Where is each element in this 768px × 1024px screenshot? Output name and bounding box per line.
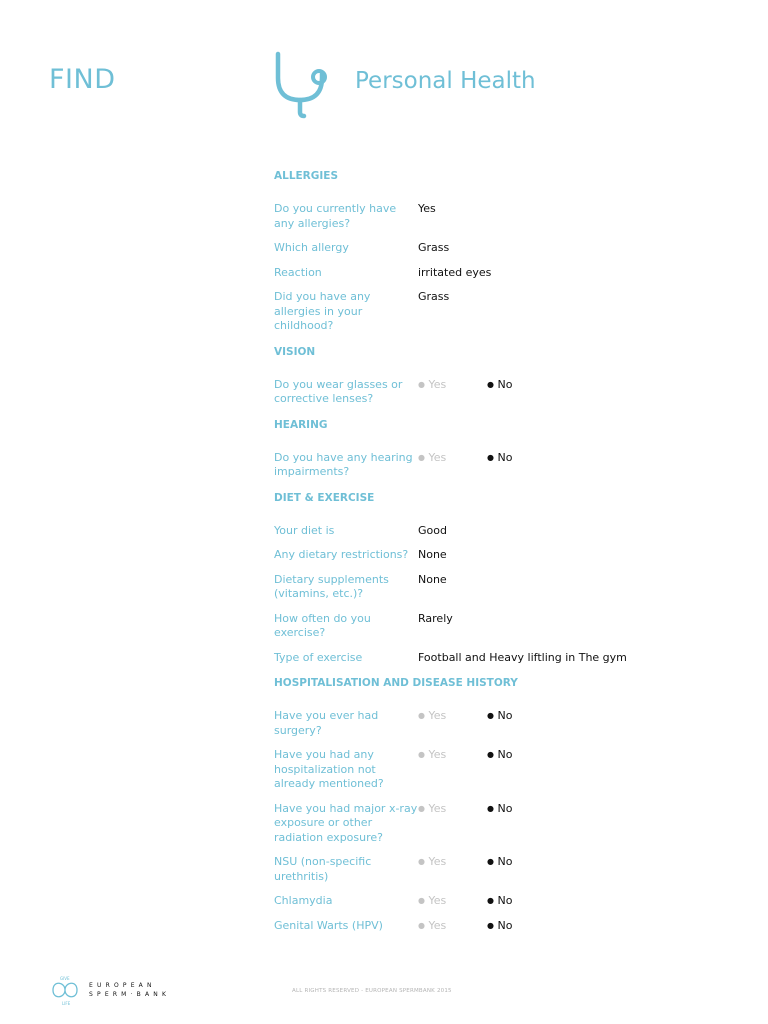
form-row [274, 241, 734, 256]
bullet-icon: ● [487, 452, 494, 462]
option-yes [418, 919, 487, 934]
answer-value: None [418, 548, 447, 561]
option-no [487, 378, 512, 407]
option-yes-label: Yes [428, 450, 447, 464]
form-row [274, 451, 734, 480]
question-label: Your diet is [274, 523, 335, 537]
answer-value: Good [418, 523, 447, 537]
question-label: Have you ever had surgery? [274, 709, 379, 737]
form-row [274, 709, 734, 738]
option-no [487, 709, 512, 738]
logo-mark-top: GIVE [60, 976, 70, 981]
form-row [274, 802, 734, 846]
question-label: Have you had major x-ray exposure or other radiation exposure? [274, 801, 418, 844]
question-label: Do you wear glasses or corrective lenses? [274, 377, 403, 405]
option-no [487, 451, 512, 480]
question-label: Do you have any hearing impairments? [274, 450, 413, 478]
answer-value: Rarely [418, 611, 453, 625]
bullet-icon: ● [487, 920, 494, 930]
bullet-icon: ● [487, 857, 494, 866]
option-no-label: No [497, 709, 513, 722]
answer-value: Football and Heavy liftling in The gym [418, 650, 627, 664]
footer-copyright: ALL RIGHTS RESERVED - EUROPEAN SPERMBANK 2015 [292, 988, 452, 994]
form-row [274, 202, 734, 231]
bullet-icon: ● [487, 379, 494, 389]
question-label: Chlamydia [274, 894, 333, 907]
question-label: Did you have any allergies in your childhood? [274, 290, 371, 332]
bullet-icon: ● [418, 452, 425, 462]
question-label: How often do you exercise? [274, 611, 371, 639]
option-yes [418, 748, 487, 792]
bullet-icon: ● [418, 857, 425, 866]
question-label: Type of exercise [274, 650, 363, 664]
page-title: Personal Health [355, 68, 536, 94]
infinity-logo-icon [47, 972, 83, 1008]
option-no-label: No [497, 450, 513, 464]
answer-value: None [418, 572, 447, 586]
option-yes-label: Yes [428, 855, 447, 868]
logo-line-1: EUROPEAN [89, 982, 156, 989]
section-title: DIET & EXERCISE [274, 491, 375, 504]
form-row [274, 266, 734, 281]
form-row [274, 651, 734, 666]
european-sperm-bank-logo [47, 972, 177, 1008]
form-row [274, 855, 734, 884]
answer-value: Grass [418, 241, 450, 254]
form-row [274, 748, 734, 792]
option-no [487, 855, 512, 884]
form-row [274, 290, 734, 334]
bullet-icon: ● [487, 750, 494, 759]
option-yes-label: Yes [428, 894, 447, 907]
logo-line-2: SPERM·BANK [89, 991, 171, 998]
section-title: HEARING [274, 418, 328, 431]
bullet-icon: ● [487, 896, 494, 905]
option-no-label: No [497, 918, 513, 932]
option-yes-label: Yes [428, 918, 447, 932]
option-yes [418, 855, 487, 884]
form-row [274, 919, 734, 934]
health-form [274, 168, 734, 943]
option-yes-label: Yes [428, 748, 447, 761]
option-no [487, 748, 512, 792]
stethoscope-icon [270, 50, 330, 120]
bullet-icon: ● [418, 750, 425, 759]
option-yes-label: Yes [428, 801, 447, 815]
question-label: Reaction [274, 265, 322, 279]
bullet-icon: ● [418, 803, 425, 813]
option-yes-label: Yes [428, 377, 447, 391]
bullet-icon: ● [418, 379, 425, 389]
form-row [274, 894, 734, 909]
question-label: Do you currently have any allergies? [274, 202, 397, 230]
question-label: Genital Warts (HPV) [274, 918, 383, 932]
form-row [274, 378, 734, 407]
option-yes [418, 451, 487, 480]
option-yes [418, 802, 487, 846]
form-row [274, 573, 734, 602]
section-title: ALLERGIES [274, 170, 339, 182]
form-row [274, 548, 734, 563]
logo-mark-bottom: LIFE [62, 1001, 71, 1006]
bullet-icon: ● [418, 920, 425, 930]
bullet-icon: ● [418, 896, 425, 905]
option-no-label: No [497, 748, 513, 761]
question-label: Have you had any hospitalization not already mentioned? [274, 748, 384, 790]
brand-title: FIND [49, 64, 116, 95]
section-title: VISION [274, 345, 316, 358]
option-no-label: No [497, 894, 513, 907]
answer-value: Grass [418, 290, 450, 303]
question-label: NSU (non-specific urethritis) [274, 855, 372, 883]
option-no [487, 919, 512, 934]
option-no [487, 802, 512, 846]
option-yes-label: Yes [428, 709, 447, 722]
question-label: Dietary supplements (vitamins, etc.)? [274, 572, 389, 600]
answer-value: irritated eyes [418, 265, 492, 279]
question-label: Which allergy [274, 241, 349, 254]
answer-value: Yes [418, 202, 436, 215]
option-no-label: No [497, 801, 513, 815]
bullet-icon: ● [487, 711, 494, 720]
question-label: Any dietary restrictions? [274, 548, 409, 561]
bullet-icon: ● [487, 803, 494, 813]
option-yes [418, 894, 487, 909]
section-title: HOSPITALISATION AND DISEASE HISTORY [274, 677, 518, 689]
form-row [274, 612, 734, 641]
bullet-icon: ● [418, 711, 425, 720]
option-no-label: No [497, 855, 513, 868]
option-no-label: No [497, 377, 513, 391]
option-yes [418, 709, 487, 738]
form-row [274, 524, 734, 539]
option-no [487, 894, 512, 909]
option-yes [418, 378, 487, 407]
